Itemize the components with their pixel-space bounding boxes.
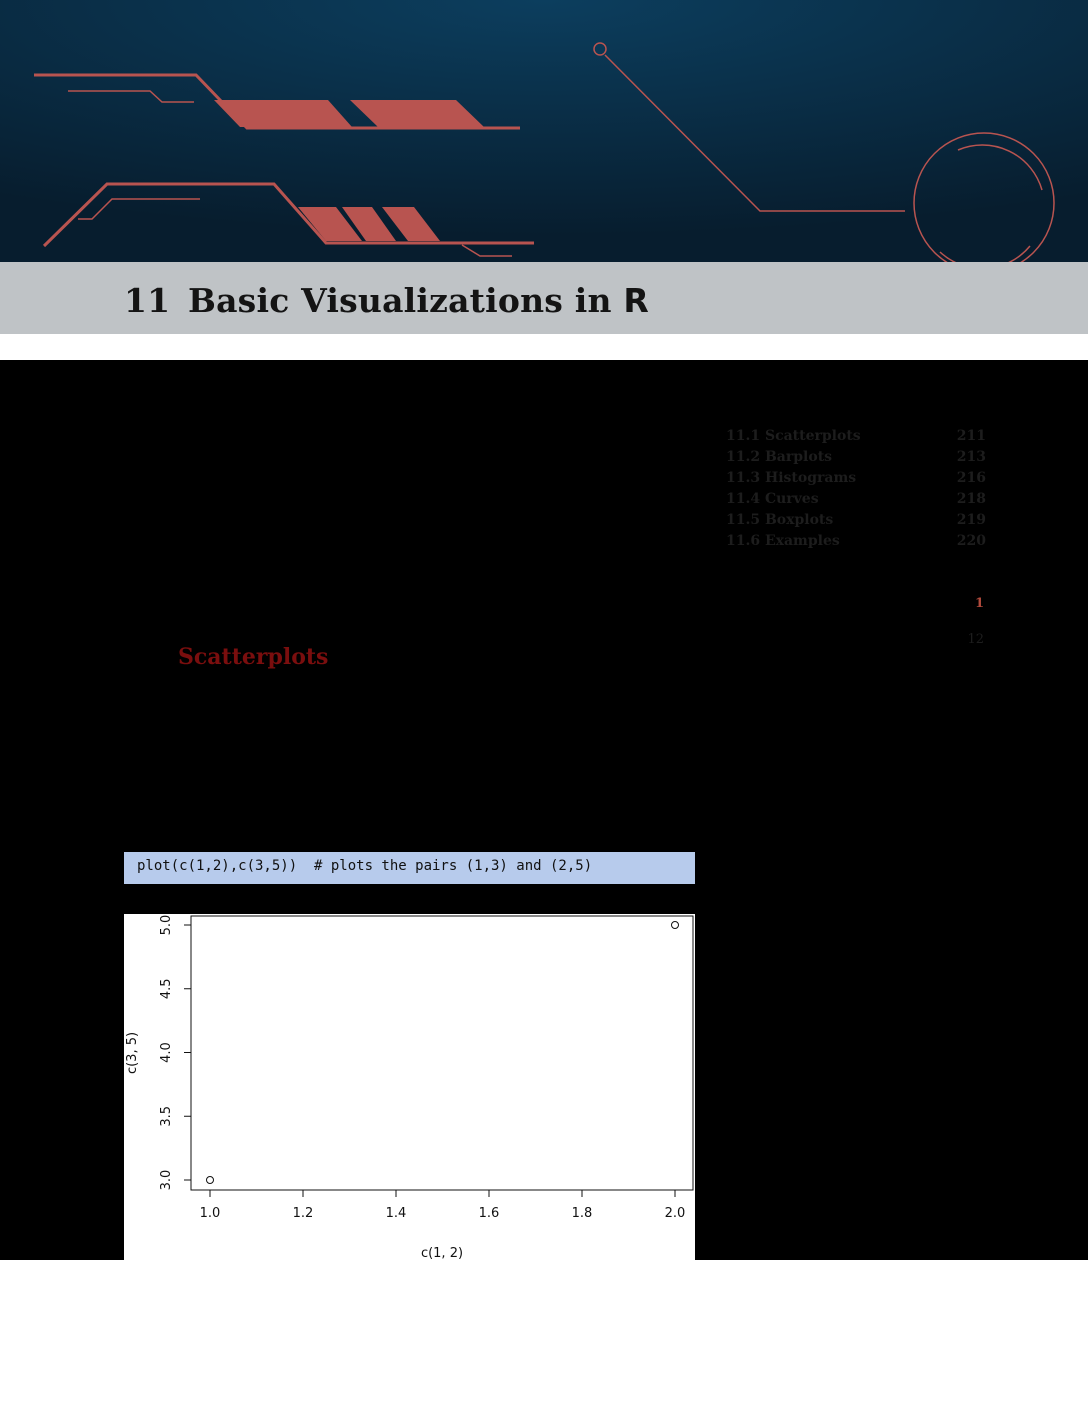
toc-item[interactable] bbox=[726, 512, 986, 533]
scatterplot-figure bbox=[124, 914, 695, 1260]
toc-item-label: 11.3 Histograms bbox=[726, 470, 857, 486]
y-axis-title: c(3, 5) bbox=[125, 1031, 140, 1075]
x-axis-title: c(1, 2) bbox=[420, 1246, 464, 1260]
toc-item-label: 11.5 Boxplots bbox=[726, 512, 834, 528]
chapter-title bbox=[124, 281, 649, 320]
toc-item-page: 220 bbox=[956, 533, 986, 549]
x-tick-label: 1.4 bbox=[385, 1206, 407, 1221]
y-tick-label: 4.5 bbox=[159, 978, 174, 1000]
chapter-toc bbox=[726, 428, 986, 554]
toc-item-page: 211 bbox=[956, 428, 986, 444]
data-point bbox=[672, 922, 679, 929]
circuit-artwork bbox=[0, 0, 1088, 262]
margin-note-number: 12 bbox=[967, 632, 984, 647]
toc-item-label: 11.2 Barplots bbox=[726, 449, 833, 465]
toc-item[interactable] bbox=[726, 428, 986, 449]
toc-item[interactable] bbox=[726, 449, 986, 470]
chapter-title-code: R bbox=[623, 281, 649, 320]
x-tick-label: 1.0 bbox=[199, 1206, 221, 1221]
toc-item-page: 216 bbox=[956, 470, 986, 486]
plot-frame bbox=[191, 916, 693, 1190]
y-tick-label: 5.0 bbox=[159, 914, 174, 936]
y-tick-label: 3.5 bbox=[159, 1105, 174, 1127]
toc-item[interactable] bbox=[726, 470, 986, 491]
chapter-number: 11 bbox=[124, 281, 171, 320]
y-tick-label: 4.0 bbox=[159, 1042, 174, 1063]
x-tick-label: 1.2 bbox=[292, 1206, 314, 1221]
toc-item-page: 219 bbox=[956, 512, 986, 528]
toc-item-page: 218 bbox=[956, 491, 986, 507]
chapter-title-text: Basic Visualizations in bbox=[188, 281, 612, 320]
toc-item-label: 11.4 Curves bbox=[726, 491, 819, 507]
code-block: plot(c(1,2),c(3,5)) # plots the pairs (1,3) and (2,5) bbox=[124, 852, 695, 884]
x-tick-label: 1.6 bbox=[478, 1206, 500, 1221]
chapter-banner bbox=[0, 0, 1088, 262]
section-heading: Scatterplots bbox=[178, 644, 329, 670]
x-tick-label: 1.8 bbox=[571, 1206, 593, 1221]
x-tick-label: 2.0 bbox=[664, 1206, 686, 1221]
toc-item[interactable] bbox=[726, 491, 986, 512]
scatterplot bbox=[124, 914, 695, 1260]
margin-note-number: 1 bbox=[974, 596, 984, 611]
toc-item[interactable] bbox=[726, 533, 986, 554]
y-tick-label: 3.0 bbox=[159, 1169, 174, 1191]
toc-item-label: 11.1 Scatterplots bbox=[726, 428, 861, 444]
toc-item-label: 11.6 Examples bbox=[726, 533, 840, 549]
data-point bbox=[207, 1177, 214, 1184]
toc-item-page: 213 bbox=[956, 449, 986, 465]
